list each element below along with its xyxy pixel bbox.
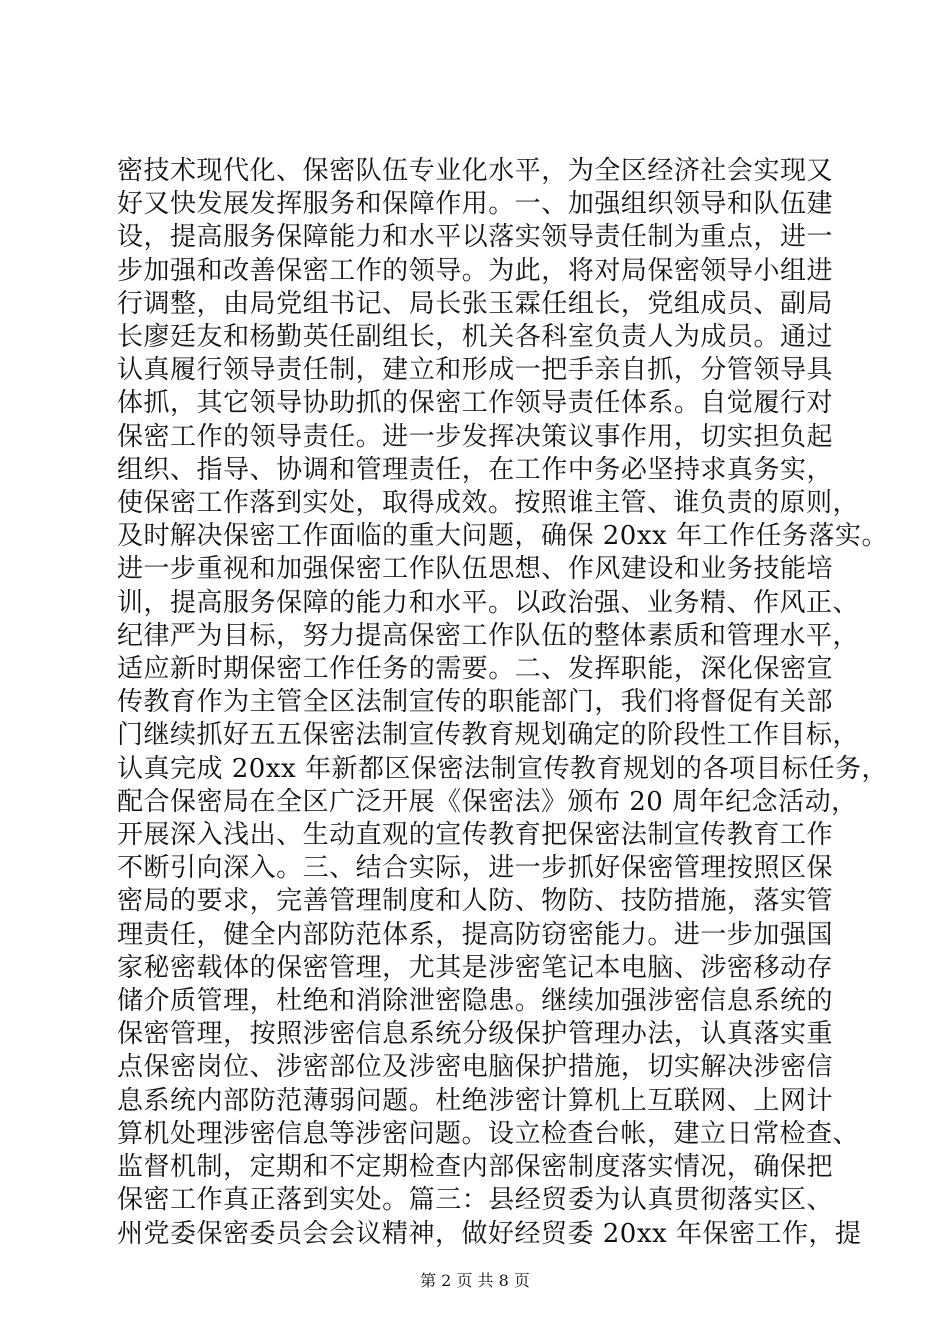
text-line: 纪律严为目标，努力提高保密工作队伍的整体素质和管理水平，: [117, 620, 860, 651]
text-line: 家秘密载体的保密管理，尤其是涉密笔记本电脑、涉密移动存: [117, 952, 833, 983]
text-line: 认真履行领导责任制，建立和形成一把手亲自抓，分管领导具: [117, 355, 833, 386]
text-line: 密技术现代化、保密队伍专业化水平，为全区经济社会实现又: [117, 156, 833, 186]
page-footer: 第 2 页 共 8 页: [420, 1271, 530, 1290]
text-line: 好又快发展发挥服务和保障作用。一、加强组织领导和队伍建: [117, 189, 833, 220]
text-line: 设，提高服务保障能力和水平以落实领导责任制为重点，进一: [117, 222, 833, 253]
text-line: 及时解决保密工作面临的重大问题，确保 20xx 年工作任务落实。: [117, 521, 888, 552]
text-line: 开展深入浅出、生动直观的宣传教育把保密法制宣传教育工作: [117, 820, 833, 851]
text-line: 传教育作为主管全区法制宣传的职能部门，我们将督促有关部: [117, 687, 833, 718]
text-line: 储介质管理，杜绝和消除泄密隐患。继续加强涉密信息系统的: [117, 986, 833, 1017]
text-line: 组织、指导、协调和管理责任，在工作中务必坚持求真务实，: [117, 454, 833, 485]
text-line: 行调整，由局党组书记、局长张玉霖任组长，党组成员、副局: [117, 288, 833, 319]
body-text: [117, 155, 888, 1251]
text-line: 保密管理，按照涉密信息系统分级保护管理办法，认真落实重: [117, 1019, 833, 1050]
text-line: 体抓，其它领导协助抓的保密工作领导责任体系。自觉履行对: [117, 388, 833, 419]
text-line: 训，提高服务保障的能力和水平。以政治强、业务精、作风正、: [117, 587, 860, 618]
text-line: 保密工作真正落到实处。篇三：县经贸委为认真贯彻落实区、: [117, 1185, 833, 1216]
text-line: 长廖廷友和杨勤英任副组长，机关各科室负责人为成员。通过: [117, 322, 833, 353]
text-line: 密局的要求，完善管理制度和人防、物防、技防措施，落实管: [117, 886, 833, 917]
text-line: 算机处理涉密信息等涉密问题。设立检查台帐，建立日常检查、: [117, 1118, 860, 1149]
text-line: 认真完成 20xx 年新都区保密法制宣传教育规划的各项目标任务，: [117, 753, 888, 784]
text-line: 点保密岗位、涉密部位及涉密电脑保护措施，切实解决涉密信: [117, 1052, 833, 1083]
text-line: 使保密工作落到实处，取得成效。按照谁主管、谁负责的原则，: [117, 488, 860, 519]
text-line: 保密工作的领导责任。进一步发挥决策议事作用，切实担负起: [117, 421, 833, 452]
text-line: 理责任，健全内部防范体系，提高防窃密能力。进一步加强国: [117, 919, 833, 950]
text-line: 息系统内部防范薄弱问题。杜绝涉密计算机上互联网、上网计: [117, 1085, 833, 1116]
text-line: 州党委保密委员会会议精神，做好经贸委 20xx 年保密工作，提: [117, 1218, 862, 1249]
text-line: 步加强和改善保密工作的领导。为此，将对局保密领导小组进: [117, 255, 833, 286]
text-line: 不断引向深入。三、结合实际，进一步抓好保密管理按照区保: [117, 853, 833, 884]
text-line: 配合保密局在全区广泛开展《保密法》颁布 20 周年纪念活动，: [117, 786, 858, 817]
text-line: 适应新时期保密工作任务的需要。二、发挥职能，深化保密宣: [117, 654, 833, 685]
text-line: 监督机制，定期和不定期检查内部保密制度落实情况，确保把: [117, 1152, 833, 1183]
text-line: 进一步重视和加强保密工作队伍思想、作风建设和业务技能培: [117, 554, 833, 585]
text-line: 门继续抓好五五保密法制宣传教育规划确定的阶段性工作目标，: [117, 720, 860, 751]
